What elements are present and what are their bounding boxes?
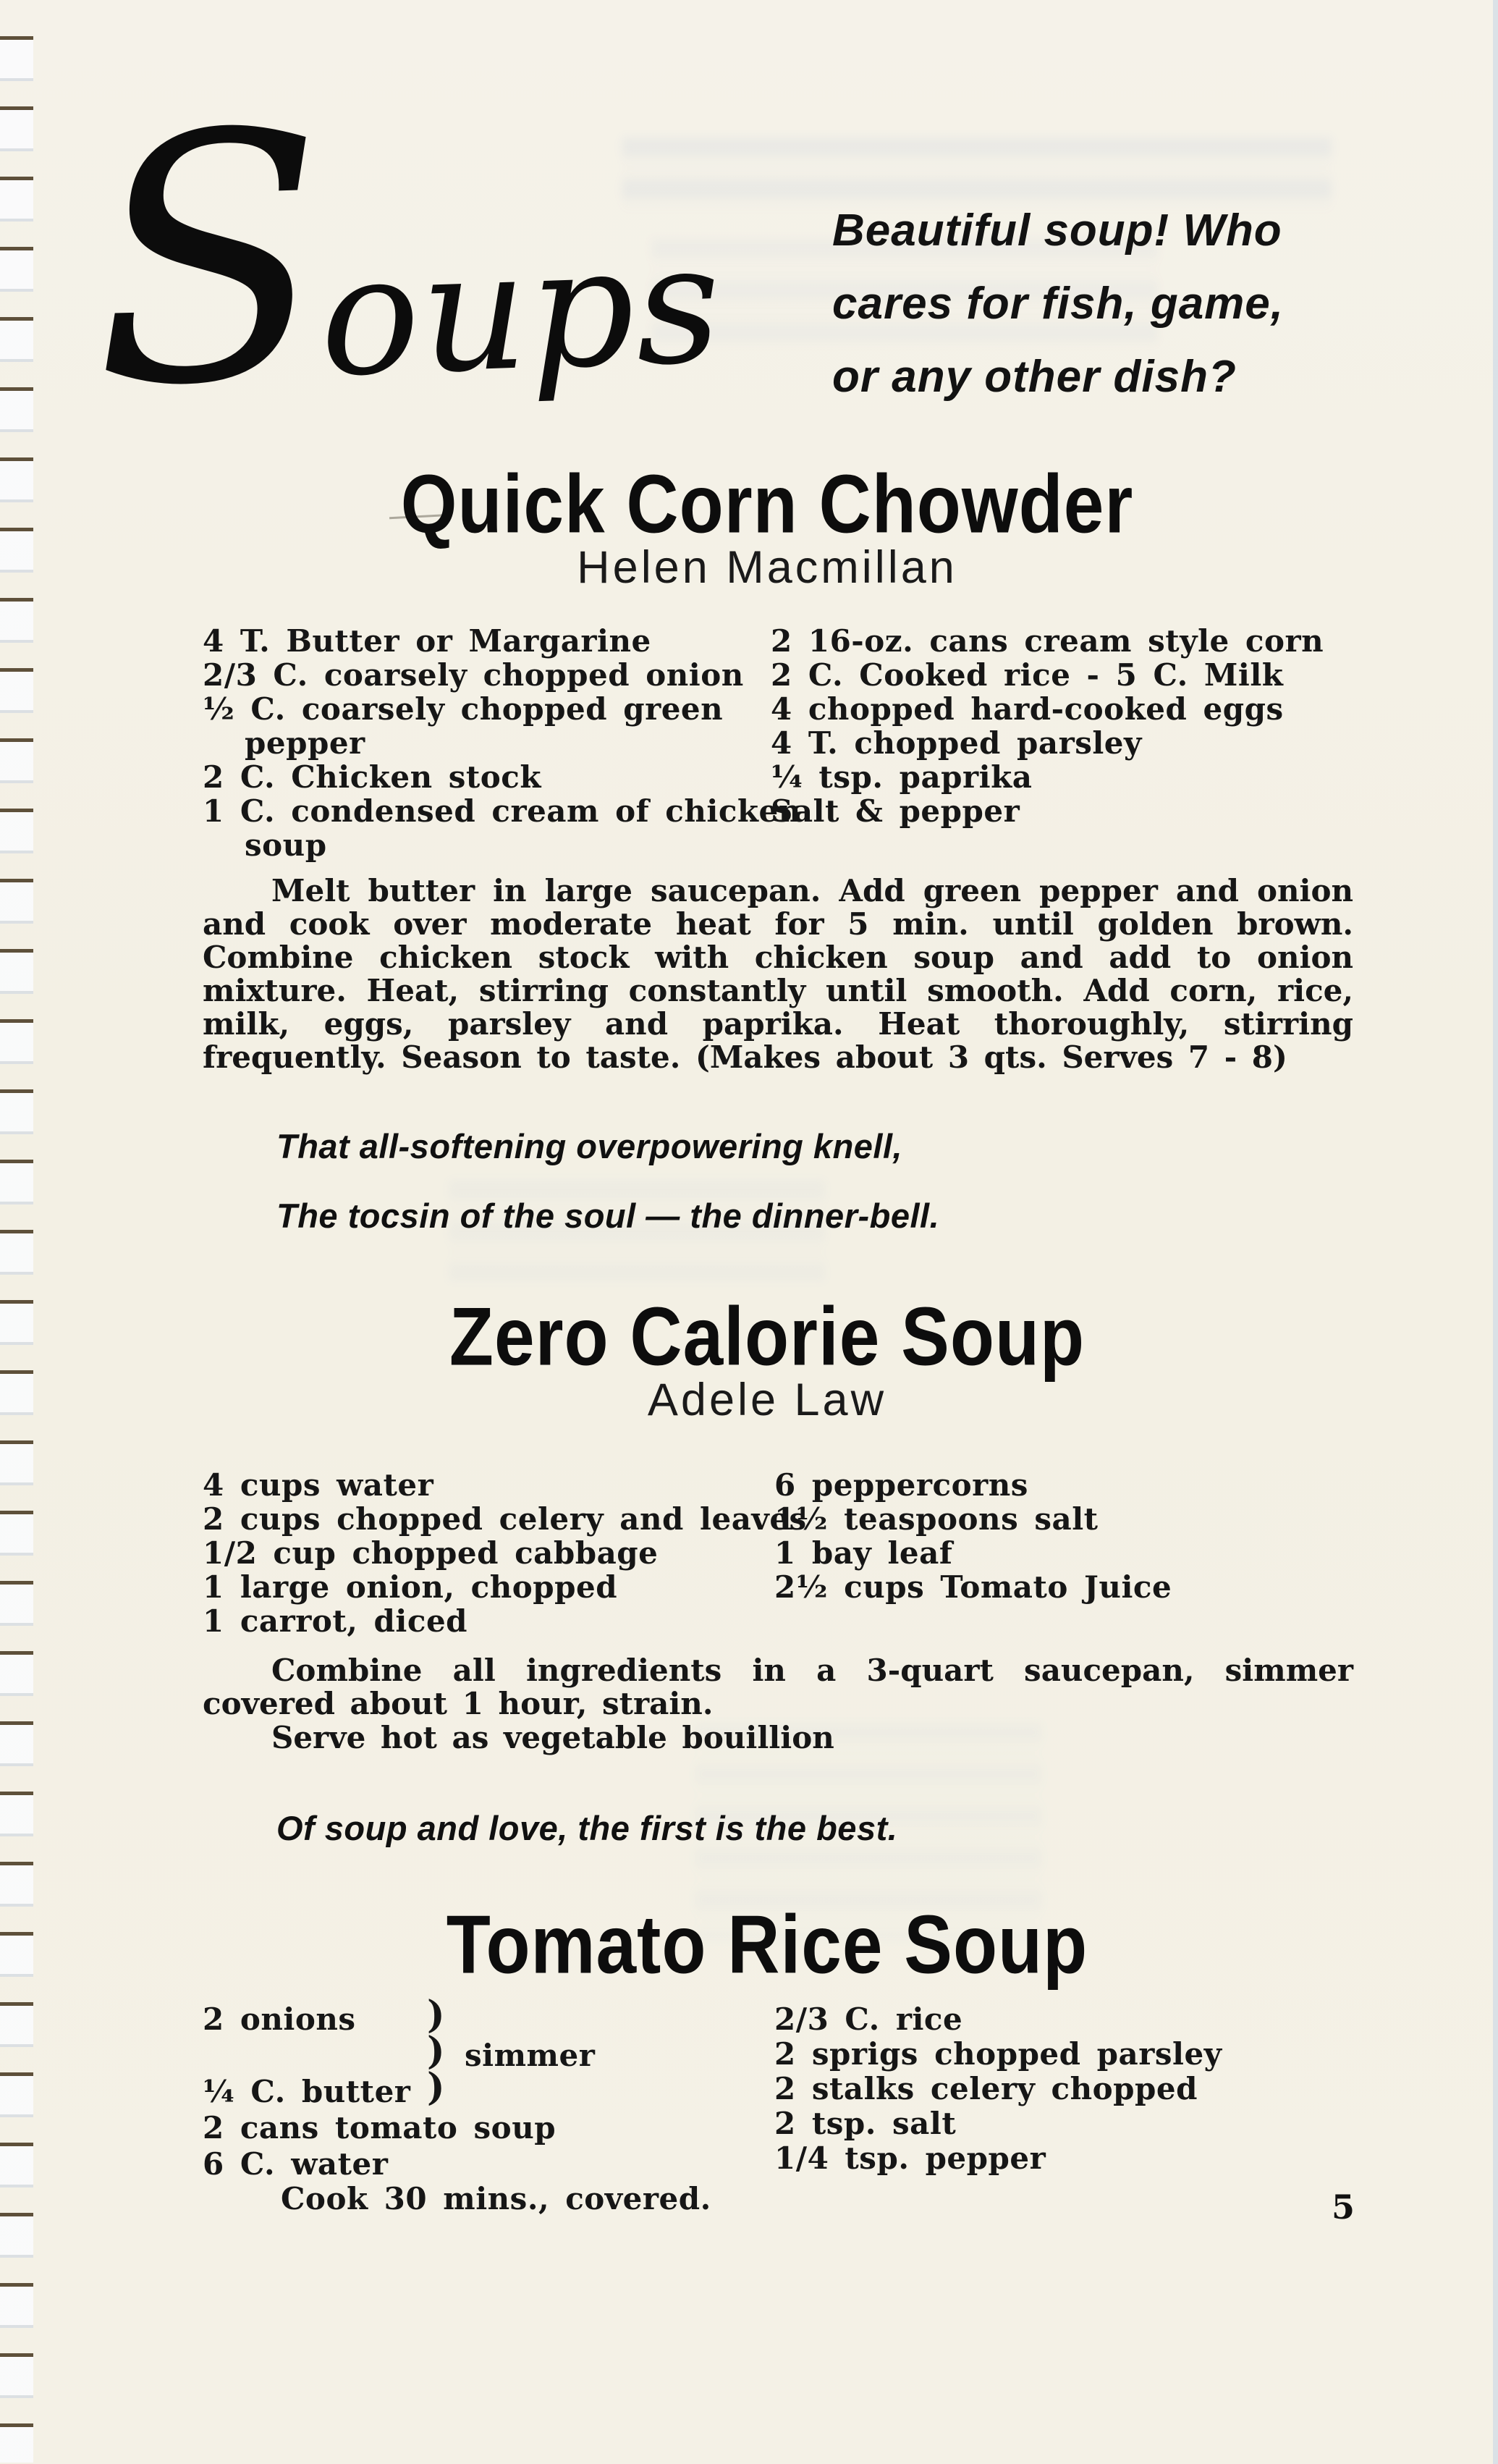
ingredient-line: 2 tsp. salt <box>774 2106 957 2141</box>
quote1-line2: The tocsin of the soul — the dinner-bell. <box>276 1197 940 1235</box>
recipe2-title-row <box>203 1290 1332 1383</box>
ingredient-line: 2 C. Cooked rice - 5 C. Milk <box>771 657 1284 693</box>
recipe2-author-row <box>203 1374 1332 1426</box>
ingredient-line: Salt & pepper <box>771 793 1020 829</box>
recipe2-author: Adele Law <box>647 1375 887 1425</box>
ingredient-line: 4 T. chopped parsley <box>771 725 1142 761</box>
epigraph <box>832 194 1284 413</box>
ingredient-line: 2 sprigs chopped parsley <box>774 2036 1222 2072</box>
ingredient-line-continuation: soup <box>245 827 327 863</box>
recipe3-title: Tomato Rice Soup <box>446 1899 1088 1991</box>
quote1-line1: That all-softening overpowering knell, <box>276 1127 903 1165</box>
ingredient-line: 6 peppercorns <box>774 1467 1028 1503</box>
ingredient-line <box>203 1993 753 2037</box>
section-title-soups <box>85 59 725 463</box>
ingredient-line-continuation: pepper <box>245 725 365 761</box>
ingredient-line: 2 stalks celery chopped <box>774 2071 1198 2106</box>
ingredient-line: 2 cups chopped celery and leaves <box>203 1501 807 1537</box>
recipe3-ingredients-right <box>774 2002 1222 2176</box>
recipe2-ingredients-right <box>774 1468 1172 1604</box>
ingredient-line: 2½ cups Tomato Juice <box>774 1569 1172 1605</box>
ingredient-line: 1 large onion, chopped <box>203 1569 618 1605</box>
ingredient-line <box>203 2147 753 2181</box>
epigraph-line-2: cares for fish, game, <box>832 279 1285 329</box>
section-title-initial: S <box>85 59 326 463</box>
epigraph-line-1: Beautiful soup! Who <box>832 206 1282 256</box>
ingredient-line <box>203 2065 753 2109</box>
ingredient-line: 1/2 cup chopped cabbage <box>203 1535 659 1571</box>
section-title-rest: oups <box>316 206 725 414</box>
recipe3-title-row <box>203 1898 1332 1991</box>
recipe2-title: Zero Calorie Soup <box>449 1291 1086 1383</box>
ingredient-line: 1 C. condensed cream of chicken <box>203 793 801 829</box>
quote2-line1: Of soup and love, the first is the best. <box>276 1809 898 1847</box>
recipe1-title-row <box>203 457 1332 551</box>
recipe2-ingredients-left <box>203 1468 807 1638</box>
ingredient-text: ¼ C. butter <box>203 2074 411 2109</box>
spiral-binding-holes <box>0 16 33 2463</box>
ingredient-line: 4 T. Butter or Margarine <box>203 623 651 659</box>
page-number: 5 <box>1332 2187 1355 2227</box>
ingredient-line: 4 chopped hard-cooked eggs <box>771 691 1284 727</box>
ingredient-line: 2/3 C. coarsely chopped onion <box>203 657 744 693</box>
recipe2-instructions: Combine all ingredients in a 3-quart saucepan, simmer covered about 1 hour, strain. <box>203 1653 1353 1721</box>
recipe3-ingredients-left <box>203 1993 753 2190</box>
ingredient-text: simmer <box>465 2038 596 2073</box>
ingredient-line: 2 16-oz. cans cream style corn <box>771 623 1324 659</box>
ingredient-line: 2 C. Chicken stock <box>203 759 541 795</box>
ingredient-line: 1 bay leaf <box>774 1535 953 1571</box>
ingredient-line: 1/4 tsp. pepper <box>774 2140 1046 2176</box>
ingredient-text: 2 cans tomato soup <box>203 2110 557 2146</box>
ingredient-line: 2/3 C. rice <box>774 2001 963 2037</box>
ingredient-line: 1½ teaspoons salt <box>774 1501 1099 1537</box>
recipe3-cook-note: Cook 30 mins., covered. <box>281 2181 711 2216</box>
recipe1-author-row <box>203 541 1332 594</box>
brace-glyph: ) <box>427 2029 446 2073</box>
recipe1-author: Helen Macmillan <box>577 542 957 593</box>
recipe1-title: Quick Corn Chowder <box>400 458 1134 551</box>
brace-glyph: ) <box>427 2065 446 2109</box>
recipe1-ingredients-right <box>771 624 1324 828</box>
ingredient-line: 1 carrot, diced <box>203 1603 468 1639</box>
epigraph-line-3: or any other dish? <box>832 352 1237 402</box>
recipe2-instructions-line2: Serve hot as vegetable bouillion <box>271 1720 834 1755</box>
ingredient-text: 6 C. water <box>203 2146 389 2182</box>
recipe1-ingredients-left <box>203 624 801 862</box>
ingredient-text: 2 onions <box>203 2001 356 2037</box>
ingredient-line: ½ C. coarsely chopped green <box>203 691 724 727</box>
scan-edge-line <box>1493 0 1498 2464</box>
ingredient-line <box>203 2111 753 2145</box>
ingredient-line: 4 cups water <box>203 1467 434 1503</box>
recipe1-instructions: Melt butter in large saucepan. Add green pepper and onion and cook over moderate heat for 5 min. until golden brown. Combine chicken stock with chicken soup and add to onion mixture. Heat, stirring constantly until smooth. Add corn, rice, milk, eggs, parsley and paprika. Heat thoroughly, stirring frequently. Season to taste. (Makes about 3 qts. Serves 7 - 8) <box>203 873 1353 1075</box>
ingredient-line: ¼ tsp. paprika <box>771 759 1033 795</box>
brace-glyph: ) <box>427 1993 446 2037</box>
